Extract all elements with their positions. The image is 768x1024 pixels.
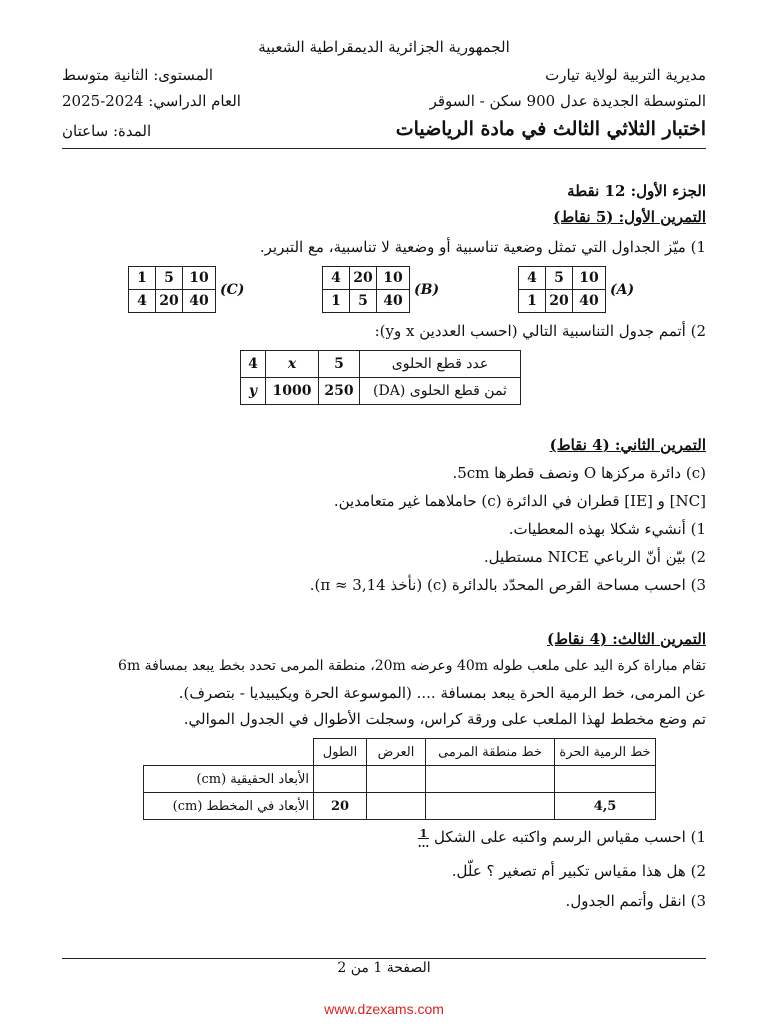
table-cell: 10 <box>377 267 410 290</box>
table-cell: 20 <box>546 290 573 313</box>
table-a-grid <box>518 266 606 313</box>
row-label: ثمن قطع الحلوى (DA) <box>360 378 521 405</box>
table-cell: 5 <box>319 351 360 378</box>
table-a-label: (A) <box>610 281 635 298</box>
table-cell: 40 <box>183 290 216 313</box>
level: المستوى: الثانية متوسط <box>62 66 214 84</box>
ex2-q1: 1) أنشيء شكلا بهذه المعطيات. <box>508 520 706 538</box>
row-label: عدد قطع الحلوى <box>360 351 521 378</box>
table-cell <box>367 766 426 793</box>
table-b <box>322 266 439 313</box>
table-cell: 4 <box>129 290 156 313</box>
ex2-title: التمرين الثاني: (4 نقاط) <box>549 436 706 454</box>
ex3-title: التمرين الثالث: (4 نقاط) <box>547 630 706 648</box>
table-cell <box>555 766 656 793</box>
table-c-label: (C) <box>220 281 245 298</box>
ex2-line2: [NC] و [IE] قطران في الدائرة (c) حاملاهما غير متعامدين. <box>333 492 706 510</box>
table-cell: 20 <box>350 267 377 290</box>
ex3-q1 <box>418 828 706 848</box>
header-divider <box>62 148 706 149</box>
table-cell: 4 <box>519 267 546 290</box>
ex3-para2: عن المرمى، خط الرمية الحرة يبعد بمسافة .... (الموسوعة الحرة ويكيبيديا - بتصرف). <box>178 684 706 702</box>
fraction-denominator: ... <box>417 836 430 850</box>
table-c <box>128 266 244 313</box>
field-table <box>143 738 657 820</box>
ex1-q1: 1) ميّز الجداول التي تمثل وضعية تناسبية أو وضعية لا تناسبية، مع التبرير. <box>259 238 706 256</box>
directorate: مديرية التربية لولاية تيارت <box>545 66 706 84</box>
ex3-para3: تم وضع مخطط لهذا الملعب على ورقة كراس، وسجلت الأطوال في الجدول الموالي. <box>183 710 706 728</box>
table-cell: 40 <box>377 290 410 313</box>
table-cell: 40 <box>573 290 606 313</box>
table-cell: 250 <box>319 378 360 405</box>
site-watermark[interactable]: www.dzexams.com <box>324 1001 444 1017</box>
table-b-label: (B) <box>414 281 440 298</box>
row-label: الأبعاد الحقيقية (cm) <box>143 766 314 793</box>
table-cell: 1000 <box>266 378 319 405</box>
ex3-q3: 3) انقل وأتمم الجدول. <box>565 892 706 910</box>
table-cell <box>426 766 555 793</box>
ex2-line1: (c) دائرة مركزها O ونصف قطرها 5cm. <box>452 464 706 482</box>
table-cell: 5 <box>546 267 573 290</box>
table-cell: x <box>266 351 319 378</box>
school: المتوسطة الجديدة عدل 900 سكن - السوقر <box>429 92 706 110</box>
table-cell: 4 <box>241 351 266 378</box>
table-a <box>518 266 634 313</box>
table-cell <box>367 793 426 820</box>
proportion-table <box>240 350 521 405</box>
duration: المدة: ساعتان <box>62 122 152 140</box>
ex2-q3: 3) احسب مساحة القرص المحدّد بالدائرة (c) (نأخذ 3,14 ≈ π). <box>309 576 706 594</box>
table-cell: 5 <box>350 290 377 313</box>
scale-fraction <box>417 826 430 850</box>
table-header: خط منطقة المرمى <box>426 739 555 766</box>
table-cell <box>314 766 367 793</box>
ex1-title: التمرين الأول: (5 نقاط) <box>553 208 706 226</box>
table-c-grid <box>128 266 216 313</box>
table-cell: 1 <box>129 267 156 290</box>
fraction-numerator: 1 <box>419 826 428 840</box>
exam-title: اختبار الثلاثي الثالث في مادة الرياضيات <box>395 118 706 140</box>
table-cell: 1 <box>519 290 546 313</box>
ex2-q2: 2) بيّن أنّ الرباعي NICE مستطيل. <box>483 548 706 566</box>
table-cell: 4 <box>323 267 350 290</box>
page-number: الصفحة 1 من 2 <box>337 960 431 976</box>
table-header: العرض <box>367 739 426 766</box>
row-label: الأبعاد في المخطط (cm) <box>143 793 314 820</box>
table-cell <box>426 793 555 820</box>
table-b-grid <box>322 266 410 313</box>
ex3-q2: 2) هل هذا مقياس تكبير أم تصغير ؟ علّل. <box>451 862 706 880</box>
ex3-q1-text: 1) احسب مقياس الرسم واكتبه على الشكل <box>434 828 706 846</box>
table-cell: 1 <box>323 290 350 313</box>
table-cell: 20 <box>156 290 183 313</box>
table-cell: y <box>241 378 266 405</box>
table-header: خط الرمية الحرة <box>555 739 656 766</box>
school-year: العام الدراسي: 2024-2025 <box>62 92 241 110</box>
part1-title: الجزء الأول: 12 نقطة <box>567 182 706 200</box>
ex3-para1: تقام مباراة كرة اليد على ملعب طوله 40m وعرضه 20m، منطقة المرمى تحدد بخط يبعد بمسافة 6m <box>118 658 706 674</box>
table-header: الطول <box>314 739 367 766</box>
table-cell: 10 <box>183 267 216 290</box>
republic-title: الجمهورية الجزائرية الديمقراطية الشعبية <box>258 38 510 56</box>
table-cell: 5 <box>156 267 183 290</box>
table-cell: 20 <box>314 793 367 820</box>
table-header-empty <box>143 739 314 766</box>
table-cell: 10 <box>573 267 606 290</box>
footer-divider <box>62 958 706 959</box>
ex1-q2: 2) أتمم جدول التناسبية التالي (احسب العددين x وy): <box>374 322 706 340</box>
table-cell: 4,5 <box>555 793 656 820</box>
